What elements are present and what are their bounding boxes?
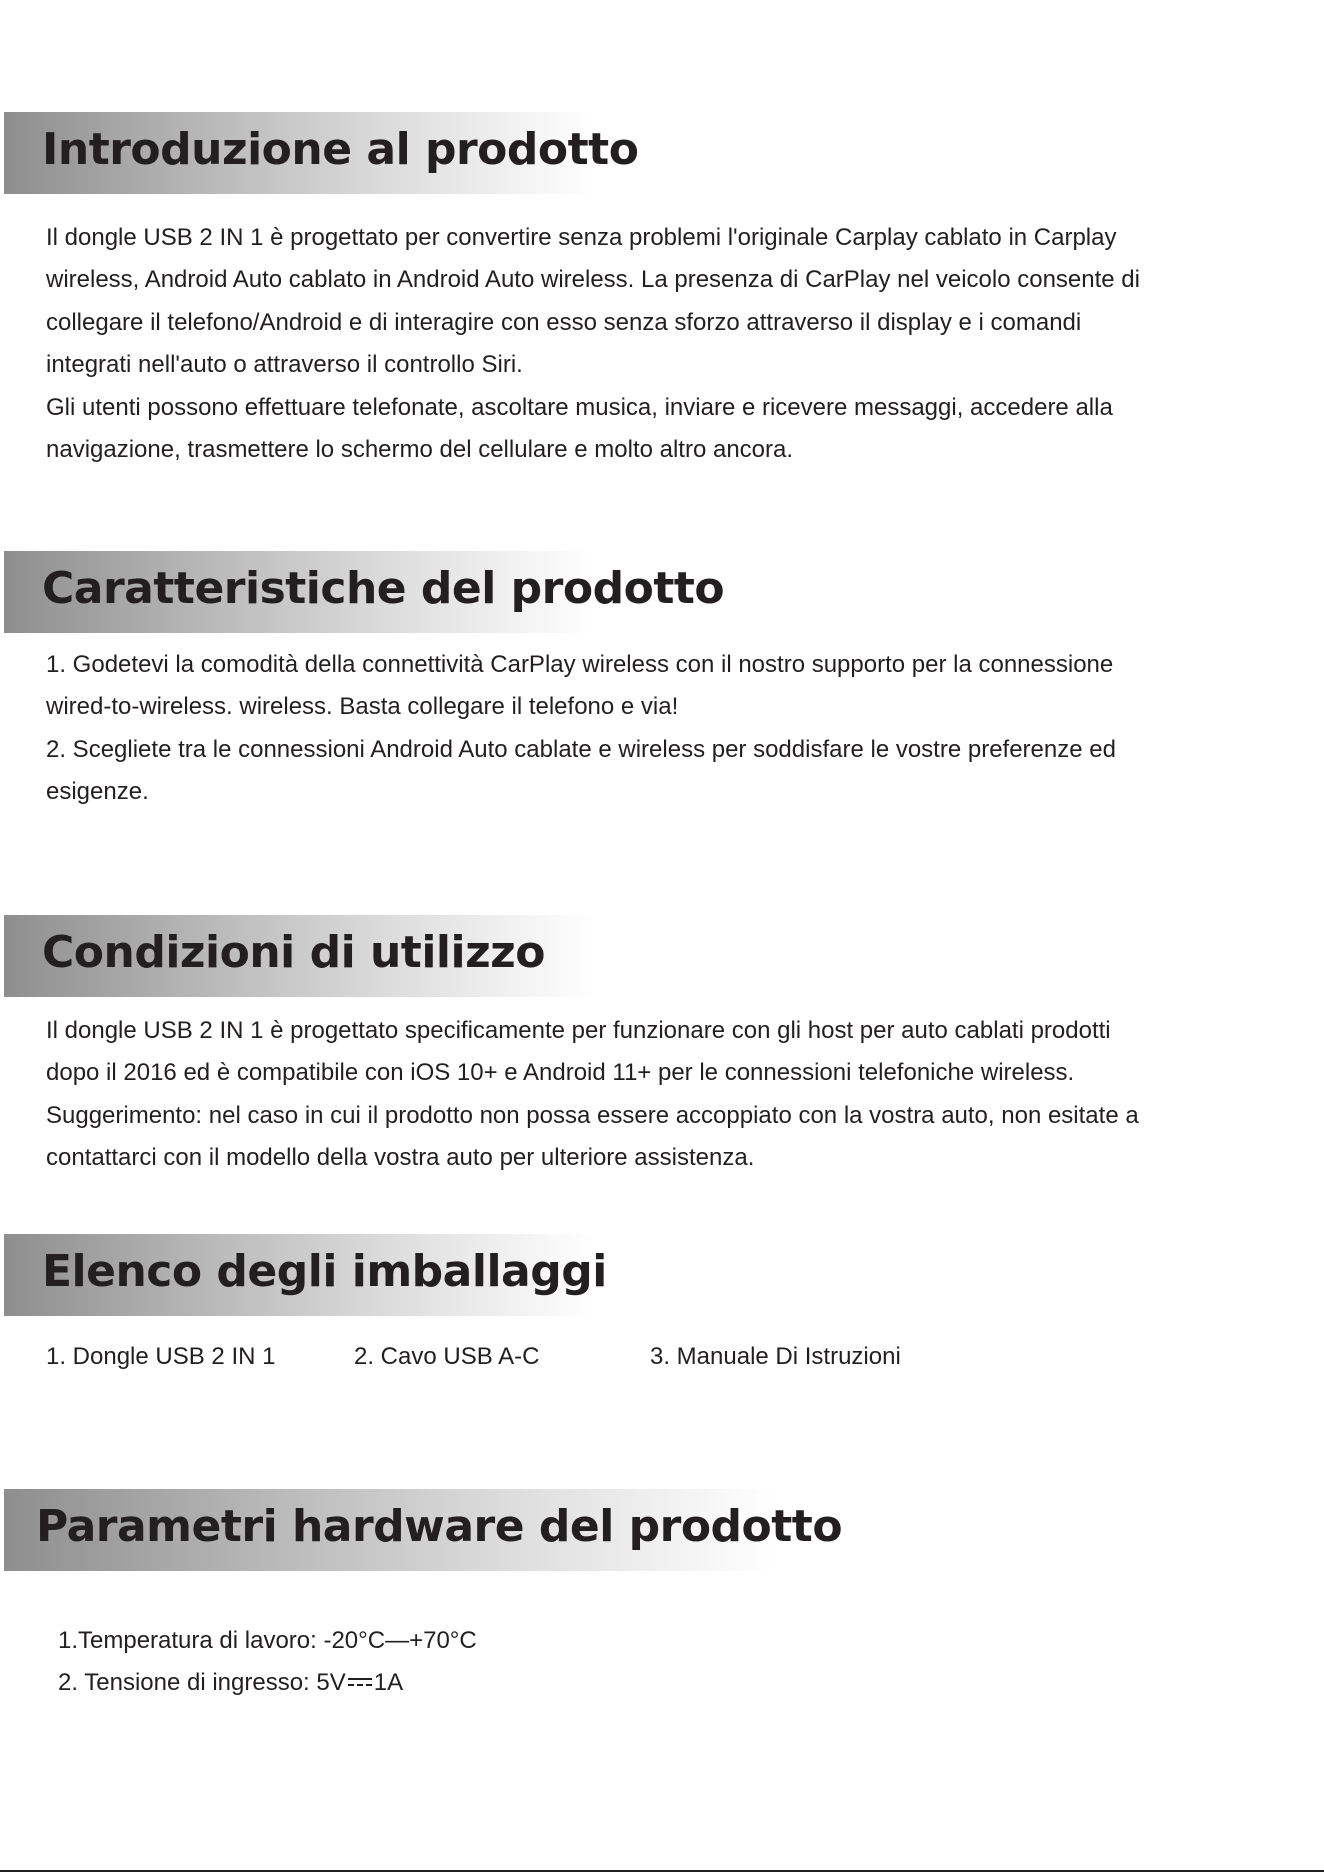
features-line: 1. Godetevi la comodità della connettività CarPlay wireless con il nostro supporto per la connessione xyxy=(46,651,1114,678)
intro-line: collegare il telefono/Android e di interagire con esso senza sforzo attraverso il display e i comandi xyxy=(46,308,1082,336)
section-title-conditions: Condizioni di utilizzo xyxy=(42,927,546,978)
section-title-packing: Elenco degli imballaggi xyxy=(42,1246,607,1297)
conditions-line: dopo il 2016 ed è compatibile con iOS 10+ e Android 11+ per le connessioni telefoniche wireless. xyxy=(46,1059,1075,1087)
intro-paragraph xyxy=(46,217,1296,471)
intro-line: integrati nell'auto o attraverso il controllo Siri. xyxy=(46,351,523,379)
direct-current-icon xyxy=(348,1676,372,1688)
intro-line: wireless, Android Auto cablato in Android Auto wireless. La presenza di CarPlay nel veicolo consente di xyxy=(46,266,1140,294)
intro-line: Gli utenti possono effettuare telefonate, ascoltare musica, inviare e ricevere messaggi, accedere alla xyxy=(46,393,1113,421)
hardware-item-temperature: 1.Temperatura di lavoro: -20°C—+70°C xyxy=(58,1627,477,1654)
hardware-item-voltage xyxy=(58,1662,477,1704)
intro-line: navigazione, trasmettere lo schermo del cellulare e molto altro ancora. xyxy=(46,436,794,464)
packing-item: 3. Manuale Di Istruzioni xyxy=(650,1343,901,1370)
features-line: 2. Scegliete tra le connessioni Android Auto cablate e wireless per soddisfare le vostre preferenze ed xyxy=(46,735,1116,763)
voltage-current: 1A xyxy=(373,1669,404,1697)
conditions-paragraph xyxy=(46,1010,1296,1180)
features-line: wired-to-wireless. wireless. Basta collegare il telefono e via! xyxy=(46,693,679,721)
section-title-hardware: Parametri hardware del prodotto xyxy=(36,1501,843,1552)
conditions-line: contattarci con il modello della vostra auto per ulteriore assistenza. xyxy=(46,1144,755,1172)
conditions-line: Il dongle USB 2 IN 1 è progettato specificamente per funzionare con gli host per auto cablati prodotti xyxy=(46,1017,1111,1044)
voltage-label: 2. Tensione di ingresso: 5V xyxy=(58,1669,346,1697)
intro-line: Il dongle USB 2 IN 1 è progettato per convertire senza problemi l'originale Carplay cablato in Carplay xyxy=(46,224,1117,251)
features-line: esigenze. xyxy=(46,778,149,806)
hardware-list xyxy=(58,1620,477,1705)
section-title-features: Caratteristiche del prodotto xyxy=(42,563,725,614)
packing-item: 2. Cavo USB A-C xyxy=(354,1343,540,1370)
section-title-intro: Introduzione al prodotto xyxy=(42,124,639,175)
features-paragraph xyxy=(46,644,1296,814)
packing-item: 1. Dongle USB 2 IN 1 xyxy=(46,1343,276,1370)
conditions-line: Suggerimento: nel caso in cui il prodotto non possa essere accoppiato con la vostra auto, non esitate a xyxy=(46,1101,1139,1129)
